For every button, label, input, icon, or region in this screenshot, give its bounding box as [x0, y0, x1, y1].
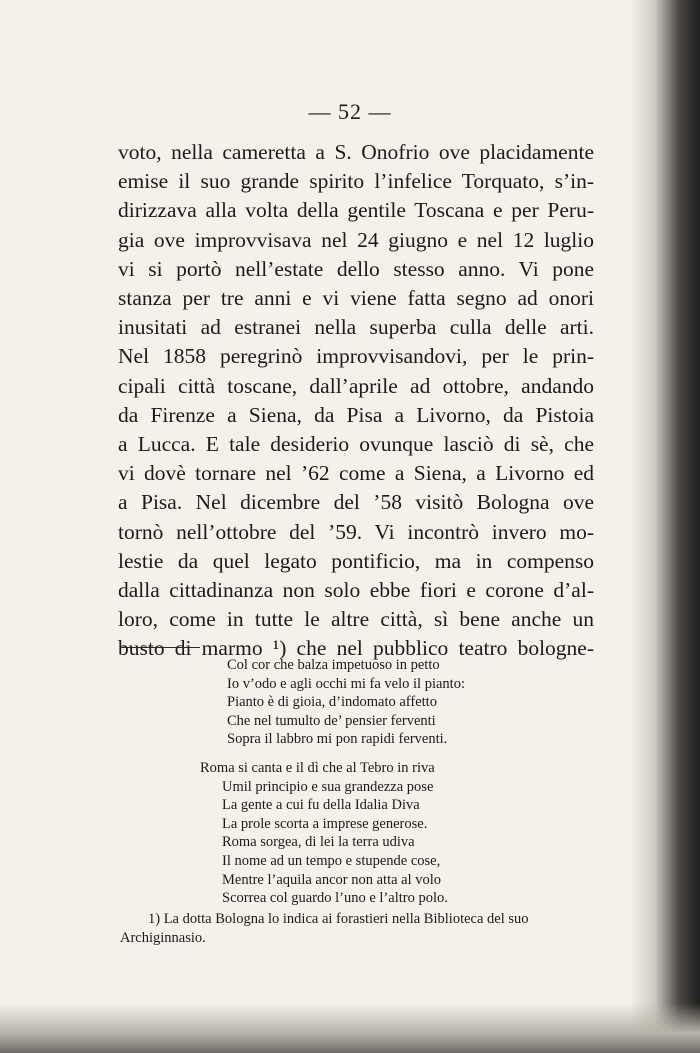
page-edge-shadow-right — [630, 0, 700, 1053]
poem-line: Mentre l’aquila ancor non atta al volo — [222, 871, 442, 888]
body-line: gia ove improvvisava nel 24 giugno e nel 12 luglio — [118, 227, 594, 252]
body-line: loro, come in tutte le altre città, sì bene anche un — [118, 607, 594, 632]
poem-line: Roma sorgea, di lei la terra udiva — [222, 834, 415, 851]
body-line: a Lucca. E tale desiderio ovunque lasciò di sè, che — [118, 432, 594, 457]
body-line: vi si portò nell’estate dello stesso anno. Vi pone — [118, 256, 594, 281]
poem-line: Che nel tumulto de’ pensier ferventi — [227, 712, 436, 729]
poem-stanza-1 — [227, 656, 465, 749]
page-edge-shadow-bottom — [0, 1003, 700, 1053]
poem-line: Pianto è di gioia, d’indomato affetto — [227, 694, 437, 711]
body-line: da Firenze a Siena, da Pisa a Livorno, da Pistoia — [118, 402, 594, 427]
body-line: inusitati ad estranei nella superba culla delle arti. — [118, 315, 594, 340]
poem-line: Col cor che balza impetuoso in petto — [227, 657, 440, 673]
poem-line: Sopra il labbro mi pon rapidi ferventi. — [227, 731, 448, 748]
poem-line: Scorrea col guardo l’uno e l’altro polo. — [222, 890, 448, 907]
body-line: Nel 1858 peregrinò improvvisandovi, per le prin- — [118, 344, 594, 369]
body-line: dalla cittadinanza non solo ebbe fiori e corone d’al- — [118, 578, 594, 603]
body-line: emise il suo grande spirito l’infelice Torquato, s’in- — [118, 169, 594, 194]
body-line: tornò nell’ottobre del ’59. Vi incontrò invero mo- — [118, 519, 594, 544]
poem-line: Io v’odo e agli occhi mi fa velo il pianto: — [227, 675, 465, 692]
footnote — [120, 910, 596, 948]
footnote-line: 1) La dotta Bologna lo indica ai forastieri nella Biblioteca del suo — [148, 911, 529, 927]
body-line: stanza per tre anni e vi viene fatta segno ad onori — [118, 286, 594, 311]
poem-line: Umil principio e sua grandezza pose — [222, 778, 434, 795]
poem-line: Roma si canta e il dì che al Tebro in riva — [200, 760, 435, 776]
footnote-divider — [120, 647, 200, 648]
poem-line: Il nome ad un tempo e stupende cose, — [222, 852, 441, 869]
body-text — [118, 138, 594, 664]
poem-line: La prole scorta a imprese generose. — [222, 815, 428, 832]
body-line: cipali città toscane, dall’aprile ad ottobre, andando — [118, 373, 594, 398]
poem-stanza-2 — [200, 759, 448, 908]
body-line: voto, nella cameretta a S. Onofrio ove placidamente — [118, 140, 594, 164]
poem-line: La gente a cui fu della Idalia Diva — [222, 797, 420, 814]
page-number: — 52 — — [308, 99, 392, 124]
body-line: a Pisa. Nel dicembre del ’58 visitò Bologna ove — [118, 490, 594, 515]
body-line: vi dovè tornare nel ’62 come a Siena, a Livorno ed — [118, 461, 594, 486]
body-line: dirizzava alla volta della gentile Toscana e per Peru- — [118, 198, 594, 223]
body-line: lestie da quel legato pontificio, ma in compenso — [118, 548, 594, 573]
body-line: busto di marmo ¹) che nel pubblico teatro bologne- — [118, 636, 594, 661]
footnote-line: Archiginnasio. — [120, 930, 206, 946]
